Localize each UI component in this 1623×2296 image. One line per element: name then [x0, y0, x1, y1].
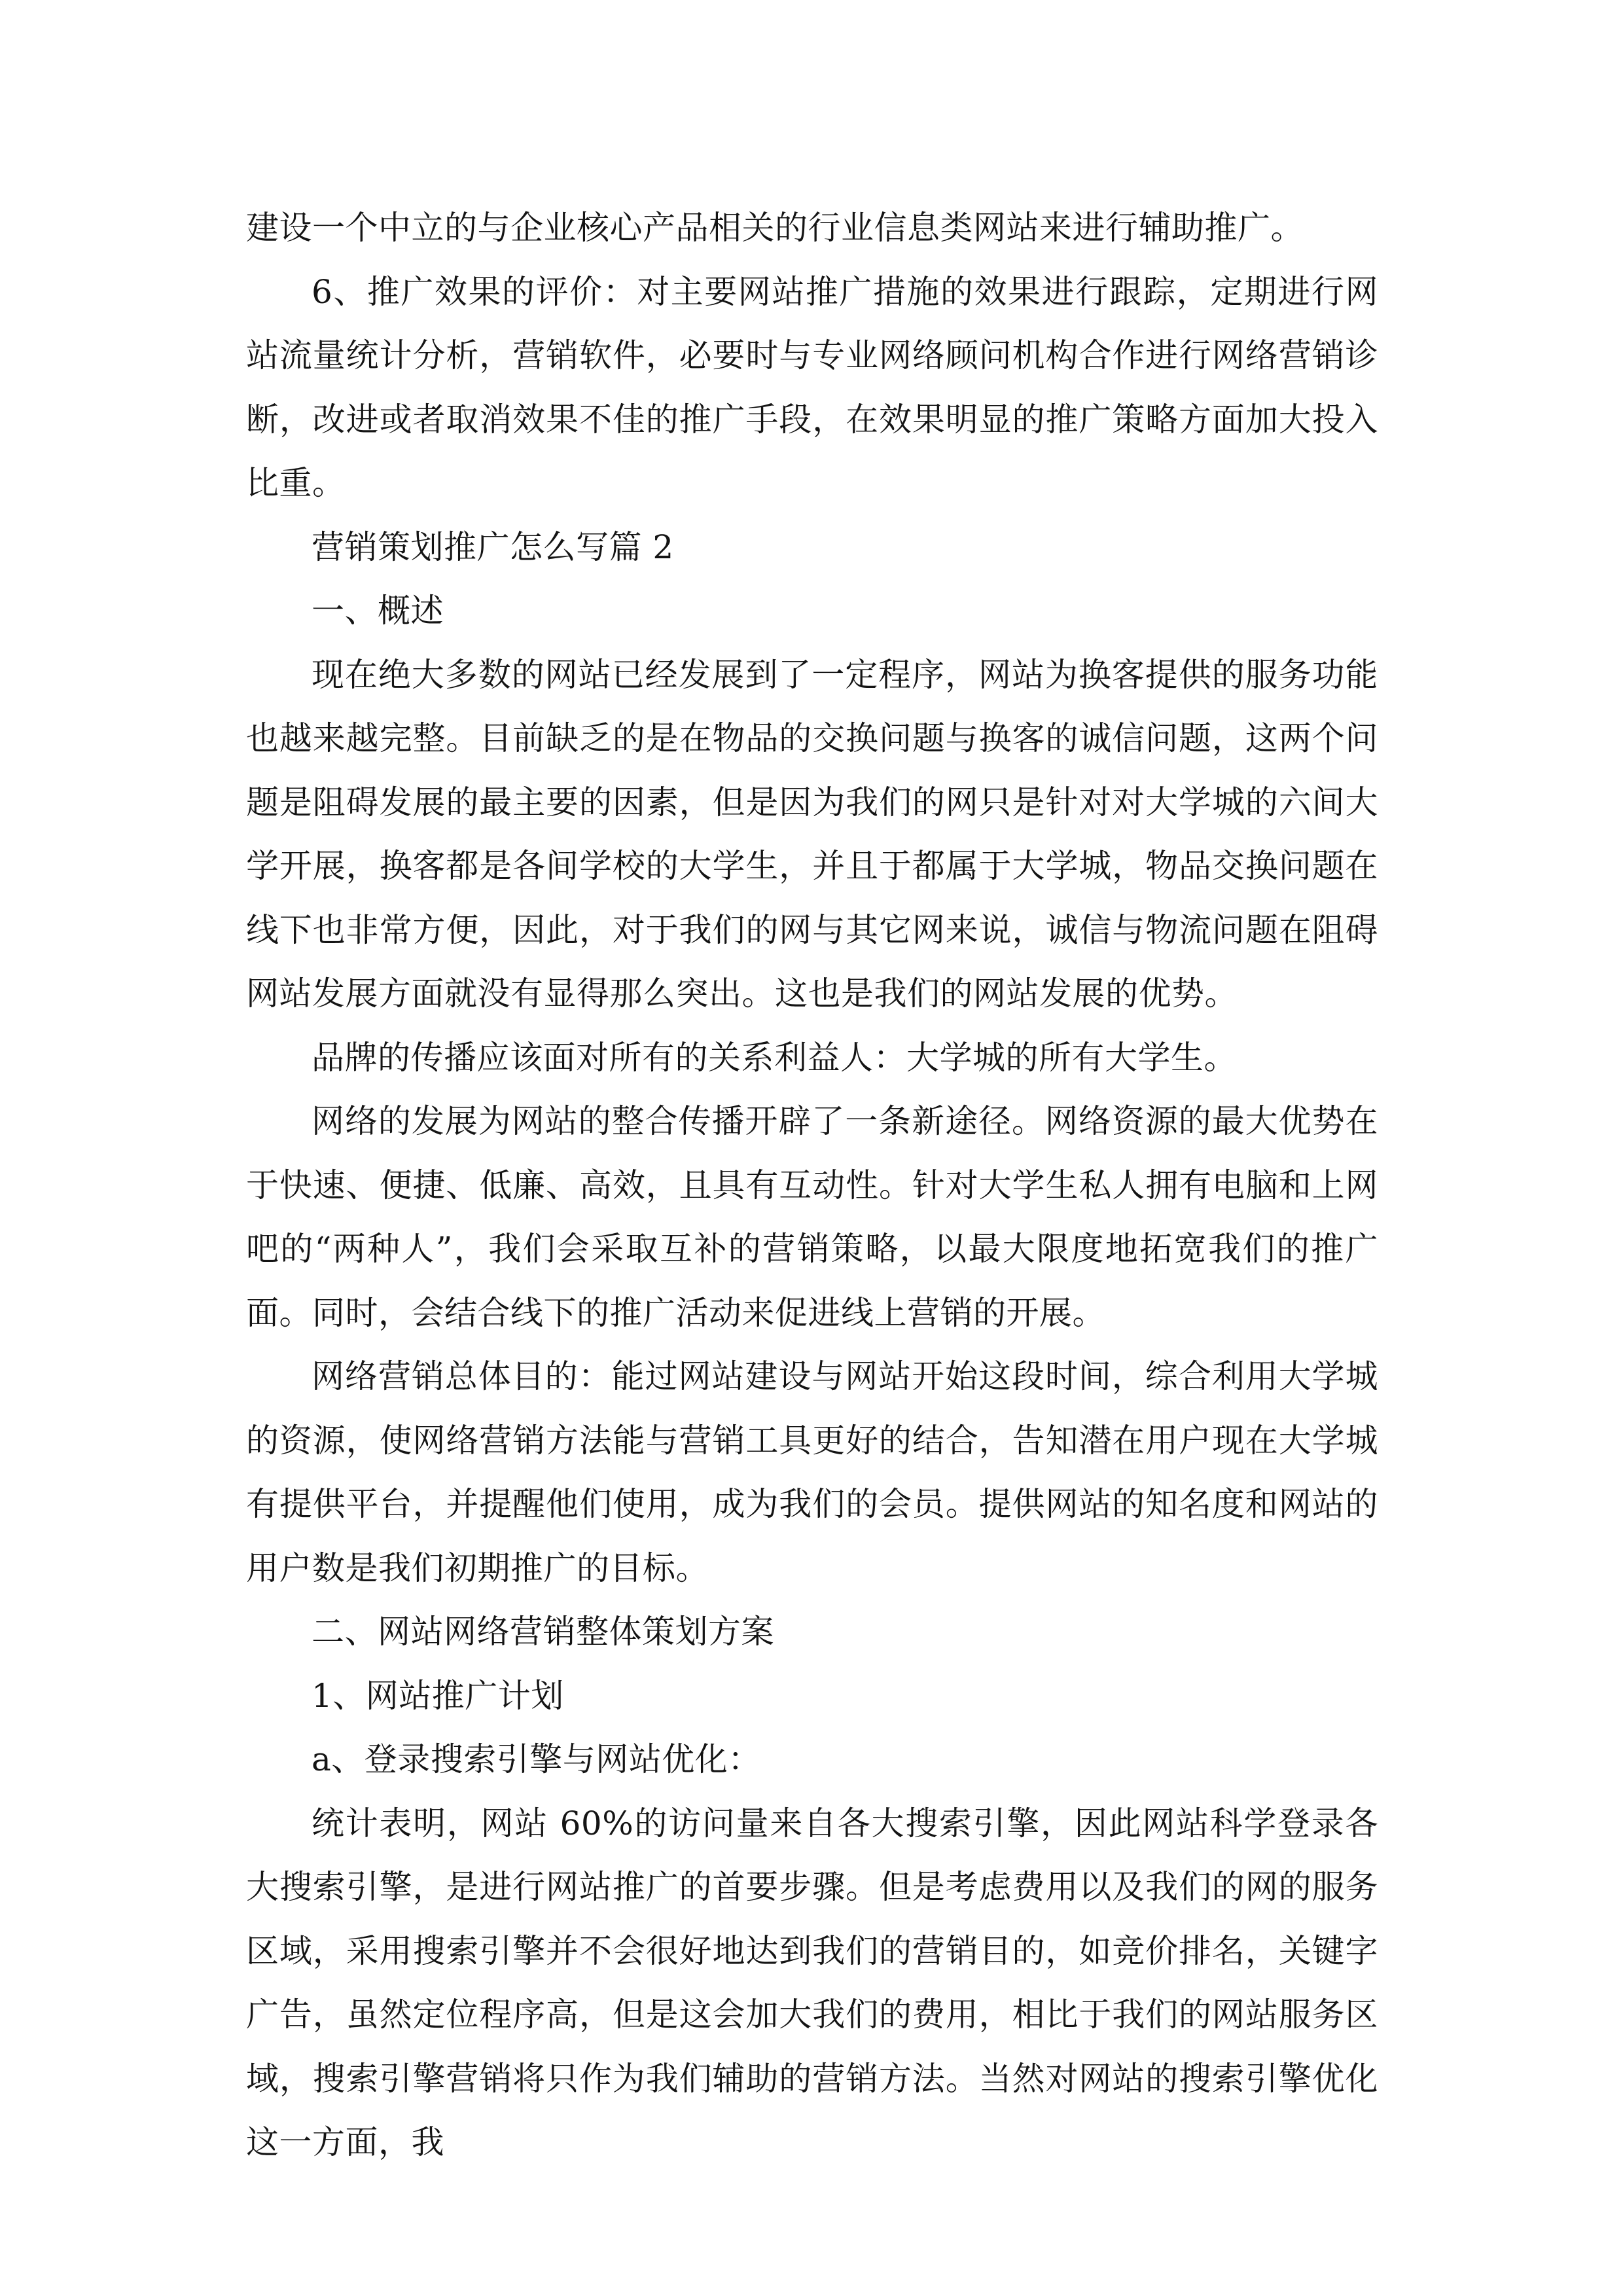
heading-overview: 一、概述: [312, 592, 444, 630]
paragraph-2: 6、推广效果的评价：对主要网站推广措施的效果进行跟踪，定期进行网站流量统计分析，营销软件，必要时与专业网络顾问机构合作进行网络营销诊断，改进或者取消效果不佳的推广手段，在效果明显的推广策略方面加大投入比重。: [246, 272, 1378, 502]
subheading-search-engine: a、登录搜索引擎与网站优化：: [312, 1740, 761, 1778]
heading-plan: 二、网站网络营销整体策划方案: [312, 1613, 774, 1651]
paragraph-7: 网络的发展为网站的整合传播开辟了一条新途径。网络资源的最大优势在于快速、便捷、低廉、高效，且具有互动性。针对大学生私人拥有电脑和上网吧的“两种人”，我们会采取互补的营销策略，以最大限度地拓宽我们的推广面。同时，会结合线下的推广活动来促进线上营销的开展。: [246, 1102, 1378, 1332]
subheading-promotion: 1、网站推广计划: [312, 1676, 564, 1715]
paragraph-5: 现在绝大多数的网站已经发展到了一定程序，网站为换客提供的服务功能也越来越完整。目前缺乏的是在物品的交换问题与换客的诚信问题，这两个问题是阻碍发展的最主要的因素，但是因为我们的网只是针对对大学城的六间大学开展，换客都是各间学校的大学生，并且于都属于大学城，物品交换问题在线下也非常方便，因此，对于我们的网与其它网来说，诚信与物流问题在阻碍网站发展方面就没有显得那么突出。这也是我们的网站发展的优势。: [246, 655, 1378, 1013]
document-body: [246, 196, 1378, 2175]
paragraph-1: 建设一个中立的与企业核心产品相关的行业信息类网站来进行辅助推广。: [246, 209, 1304, 247]
paragraph-12: 统计表明，网站 60%的访问量来自各大搜索引擎，因此网站科学登录各大搜索引擎，是进行网站推广的首要步骤。但是考虑费用以及我们的网的服务区域，采用搜索引擎并不会很好地达到我们的营销目的，如竞价排名，关键字广告，虽然定位程序高，但是这会加大我们的费用，相比于我们的网站服务区域，搜索引擎营销将只作为我们辅助的营销方法。当然对网站的搜索引擎优化这一方面，我: [246, 1804, 1378, 2161]
paragraph-6: 品牌的传播应该面对所有的关系利益人：大学城的所有大学生。: [312, 1038, 1237, 1077]
paragraph-8: 网络营销总体目的：能过网站建设与网站开始这段时间，综合利用大学城的资源，使网络营销方法能与营销工具更好的结合，告知潜在用户现在大学城有提供平台，并提醒他们使用，成为我们的会员。提供网站的知名度和网站的用户数是我们初期推广的目标。: [246, 1357, 1378, 1587]
section-title: 营销策划推广怎么写篇 2: [312, 528, 674, 566]
